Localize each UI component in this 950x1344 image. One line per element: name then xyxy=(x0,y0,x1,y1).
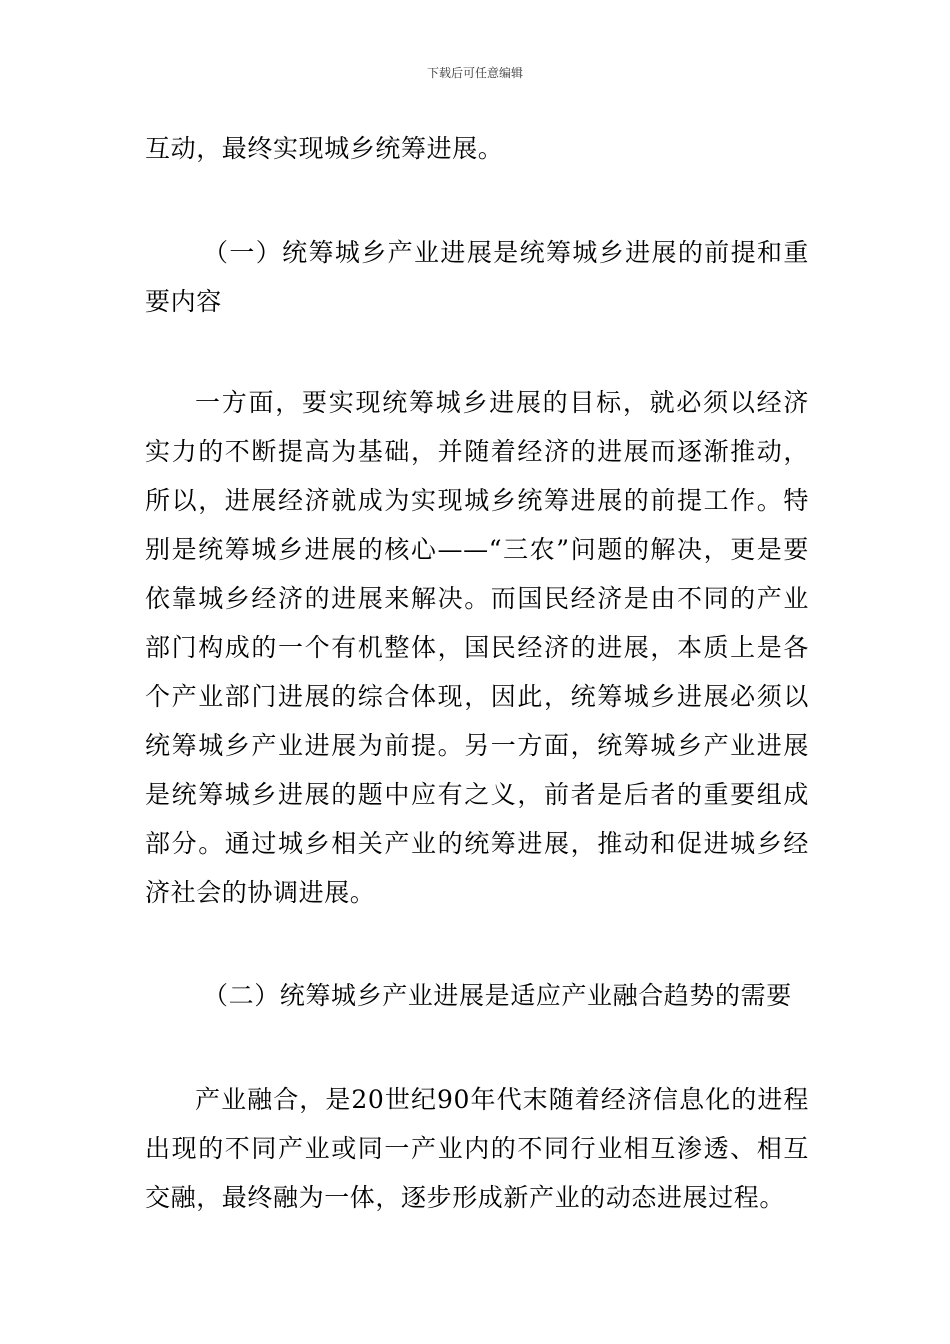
paragraph-continuation: 互动，最终实现城乡统筹进展。 xyxy=(145,134,504,163)
paragraph-section-1: 一方面，要实现统筹城乡进展的目标，就必须以经济实力的不断提高为基础，并随着经济的进展而逐渐推动，所以，进展经济就成为实现城乡统筹进展的前提工作。特别是统筹城乡进展的核心——“三农”问题的解决，更是要依靠城乡经济的进展来解决。而国民经济是由不同的产业部门构成的一个有机整体，国民经济的进展，本质上是各个产业部门进展的综合体现，因此，统筹城乡进展必须以统筹城乡产业进展为前提。另一方面，统筹城乡产业进展是统筹城乡进展的题中应有之义，前者是后者的重要组成部分。通过城乡相关产业的统筹进展，推动和促进城乡经济社会的协调进展。 xyxy=(145,388,809,907)
section-heading-2: （二）统筹城乡产业进展是适应产业融合趋势的需要 xyxy=(203,981,792,1010)
paragraph-section-2: 产业融合，是20世纪90年代末随着经济信息化的进程出现的不同产业或同一产业内的不同行业相互渗透、相互交融，最终融为一体，逐步形成新产业的动态进展过程。 xyxy=(145,1085,809,1212)
section-heading-1: （一）统筹城乡产业进展是统筹城乡进展的前提和重要内容 xyxy=(145,238,809,316)
page-header-note: 下载后可任意编辑 xyxy=(426,66,523,80)
